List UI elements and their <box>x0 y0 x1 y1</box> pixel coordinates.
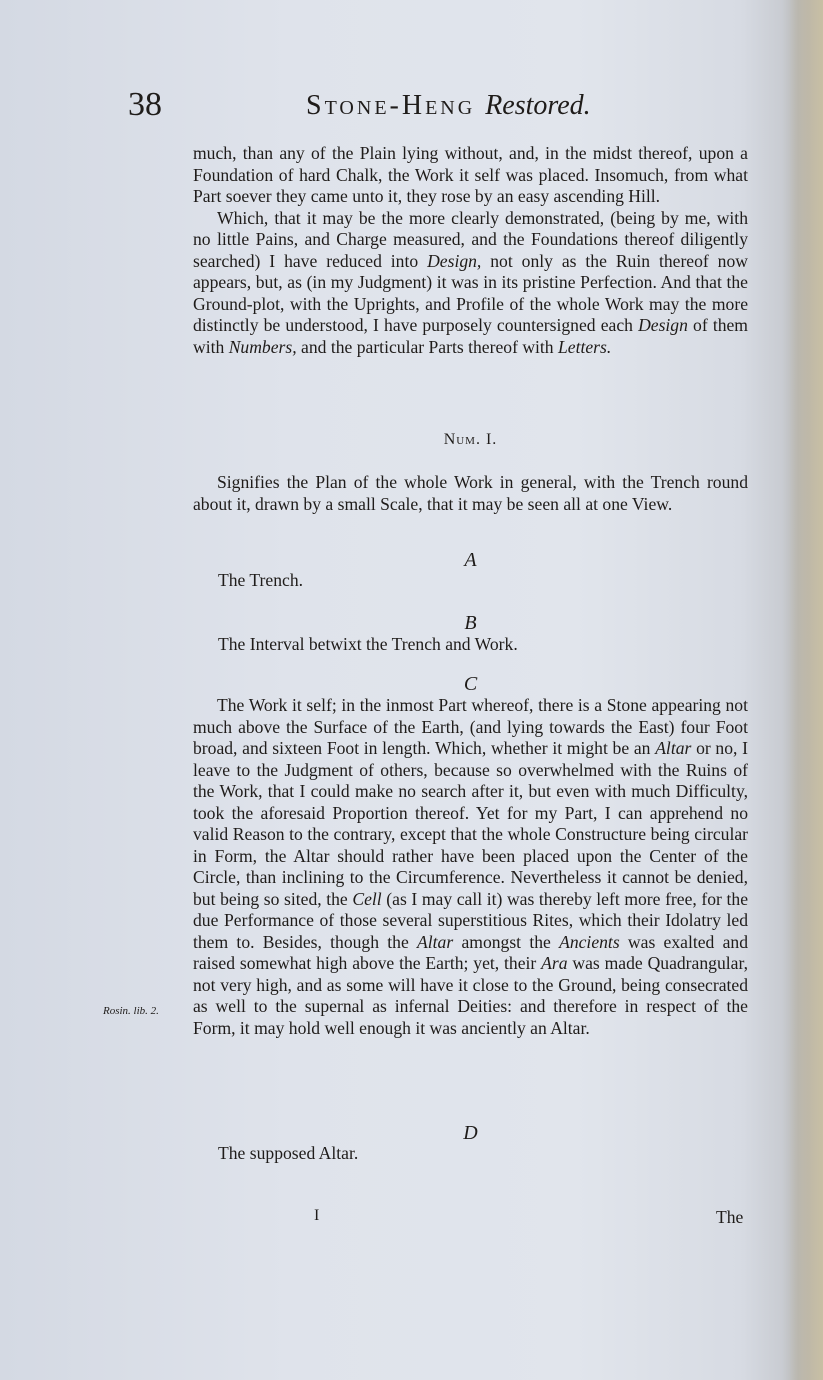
item-c-description <box>193 695 748 1039</box>
p2-letters: Letters. <box>558 336 612 357</box>
paragraph-2 <box>193 208 748 359</box>
p2-text-c: of them with <box>193 315 748 357</box>
c-altar-2: Altar <box>417 931 454 952</box>
item-b-letter: B <box>464 612 477 634</box>
page-number: 38 <box>128 86 162 123</box>
body-text-top <box>193 143 748 358</box>
page-header <box>0 86 823 136</box>
p2-design-1: Design, <box>427 250 482 271</box>
item-c-paragraph <box>193 695 748 1039</box>
margin-note: Rosin. lib. 2. <box>103 1005 159 1017</box>
p2-text-b: not only as the Ruin thereof now appears, but, as (in my Judgment) it was in its pristine Perfection. And that the Ground-plot, with the Uprights, and Profile of the whole Work may the more distinctly be understood, I have purposely countersigned each <box>193 250 748 335</box>
running-title-italic: Restored. <box>485 90 591 121</box>
page-edge-shadow <box>789 0 823 1380</box>
item-d-letter: D <box>463 1122 478 1144</box>
c-ancients: Ancients <box>559 931 620 952</box>
paragraph-1: much, than any of the Plain lying without, and, in the midst thereof, upon a Foundation of hard Chalk, the Work it self was placed. Insomuch, from what Part soever they came unto it, they rose by an easy ascending Hill. <box>193 143 748 206</box>
p2-numbers: Numbers, <box>228 336 297 357</box>
p2-text-d: and the particular Parts thereof with <box>296 336 558 357</box>
signature-mark: I <box>314 1207 320 1224</box>
item-b-text: The Interval betwixt the Trench and Work. <box>218 634 518 654</box>
item-d-text: The supposed Altar. <box>218 1143 359 1163</box>
item-c-letter: C <box>463 673 478 695</box>
item-a-letter: A <box>464 549 477 571</box>
c-altar-1: Altar <box>655 738 692 758</box>
c-text-4: amongst the <box>453 931 560 952</box>
c-cell: Cell <box>352 888 382 909</box>
c-text-1: The Work it self; in the inmost Part whereof, there is a Stone appearing not much above the Surface of the Earth, (and lying towards the East) four Foot broad, and sixteen Foot in length. Which, whether it might be an <box>193 695 748 758</box>
item-a-text: The Trench. <box>218 570 304 590</box>
catchword: The <box>716 1207 744 1227</box>
c-text-3: (as I may call it) was thereby left more free, for the due Performance of those several superstitious Rites, which their Idolatry led them to. Besides, though the <box>193 888 749 952</box>
num-heading: Num. I. <box>443 431 498 448</box>
num-description <box>193 472 748 515</box>
c-ara: Ara <box>541 953 568 973</box>
num-text: Signifies the Plan of the whole Work in general, with the Trench round about it, drawn by a small Scale, that it may be seen all at one View. <box>193 472 748 514</box>
running-title <box>306 90 591 122</box>
running-title-main: Stone-Heng <box>306 90 476 121</box>
p2-design-2: Design <box>638 315 688 335</box>
c-text-2: or no, I leave to the Judgment of others, because so overwhelmed with the Ruins of the Work, that I could make no search after it, but even with much Difficulty, took the aforesaid Proportion thereof. Yet for my Part, I can apprehend no valid Reason to the contrary, except that the whole Constructure being circular in Form, the Altar should rather have been placed upon the Center of the Circle, than inclining to the Circumference. Nevertheless it cannot be denied, but being so sited, the <box>193 738 748 909</box>
c-text-6: was made Quadrangular, not very high, and as some will have it close to the Ground, being consecrated as well to the supernal as infernal Deities: and therefore in respect of the Form, it may hold well enough it was anciently an Altar. <box>193 953 748 1038</box>
p2-text-a: Which, that it may be the more clearly demonstrated, (being by me, with no little Pains, and Charge measured, and the Foundations thereof diligently searched) I have reduced into <box>193 207 748 271</box>
c-text-5: was exalted and raised somewhat high above the Earth; yet, their <box>193 931 748 973</box>
